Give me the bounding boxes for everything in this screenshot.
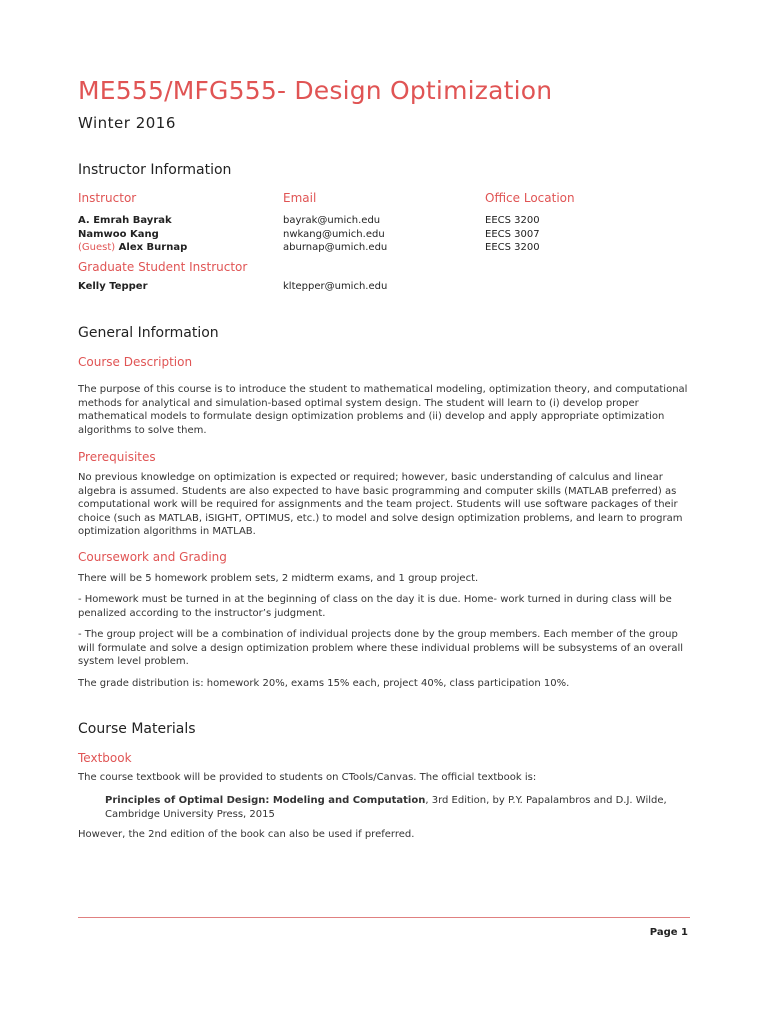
textbook-citation (105, 794, 690, 821)
office-column-header: Office Location (485, 191, 575, 205)
instructor-name: A. Emrah Bayrak (78, 215, 172, 226)
instructor-row-guest (78, 241, 187, 255)
textbook-heading: Textbook (78, 751, 132, 765)
instructor-office: EECS 3200 (485, 242, 540, 253)
homework-policy-text: - Homework must be turned in at the beginning of class on the day it is due. Home- work turned in during class will be penalized according to the instructor’s judgment. (78, 594, 672, 619)
email-column-header: Email (283, 191, 317, 205)
instructor-column-header: Instructor (78, 191, 137, 205)
course-description-heading: Course Description (78, 355, 193, 369)
general-info-heading: General Information (78, 325, 219, 341)
instructor-info-heading: Instructor Information (78, 162, 232, 178)
instructor-name: Alex Burnap (118, 242, 188, 253)
instructor-email[interactable]: aburnap@umich.edu (283, 242, 388, 253)
instructor-email[interactable]: nwkang@umich.edu (283, 228, 385, 240)
textbook-details: , 3rd Edition, by P.Y. Papalambros and D.J. Wilde, Cambridge University Press, 2015 (105, 795, 667, 820)
page-number: Page 1 (649, 927, 688, 938)
instructor-name: Namwoo Kang (78, 228, 159, 240)
course-title: ME555/MFG555- Design Optimization (78, 76, 553, 105)
gsi-email[interactable]: kltepper@umich.edu (283, 281, 388, 292)
guest-label: (Guest) (78, 242, 116, 253)
grade-distribution-text: The grade distribution is: homework 20%, exams 15% each, project 40%, class participation 10%. (78, 678, 570, 689)
textbook-title: Principles of Optimal Design: Modeling and Computation (105, 795, 426, 806)
gsi-heading: Graduate Student Instructor (78, 260, 248, 274)
group-project-text: - The group project will be a combination of individual projects done by the group members. Each member of the group will formulate and solve a design optimization problem where these individual problems will be subsystems of an overall system level problem. (78, 629, 684, 667)
course-description-text: The purpose of this course is to introduce the student to mathematical modeling, optimization theory, and computational methods for analytical and simulation-based optimal system design. The student will learn to (i) develop proper mathematical models to formulate design optimization problems and (ii) develop and apply appropriate optimization algorithms to solve them. (78, 384, 688, 436)
grading-overview-text: There will be 5 homework problem sets, 2 midterm exams, and 1 group project. (78, 573, 479, 584)
textbook-note-text: However, the 2nd edition of the book can also be used if preferred. (78, 829, 415, 840)
term-label: Winter 2016 (78, 114, 176, 132)
prerequisites-heading: Prerequisites (78, 450, 156, 464)
gsi-name: Kelly Tepper (78, 281, 148, 292)
instructor-office: EECS 3200 (485, 215, 540, 226)
prerequisites-text: No previous knowledge on optimization is expected or required; however, basic understanding of calculus and linear algebra is assumed. Students are also expected to have basic programming and computer skills (MATLAB preferred) as computational work will be required for assignments and the team project. Students will use software packages of their choice (such as MATLAB, iSIGHT, OPTIMUS, etc.) to model and solve design optimization problems, and learn to program optimization algorithms in MATLAB. (78, 472, 683, 537)
course-materials-heading: Course Materials (78, 721, 196, 737)
coursework-grading-heading: Coursework and Grading (78, 550, 227, 564)
footer-divider (78, 917, 690, 918)
instructor-email[interactable]: bayrak@umich.edu (283, 215, 381, 226)
instructor-office: EECS 3007 (485, 228, 540, 240)
textbook-intro-text: The course textbook will be provided to students on CTools/Canvas. The official textbook is: (78, 772, 537, 783)
